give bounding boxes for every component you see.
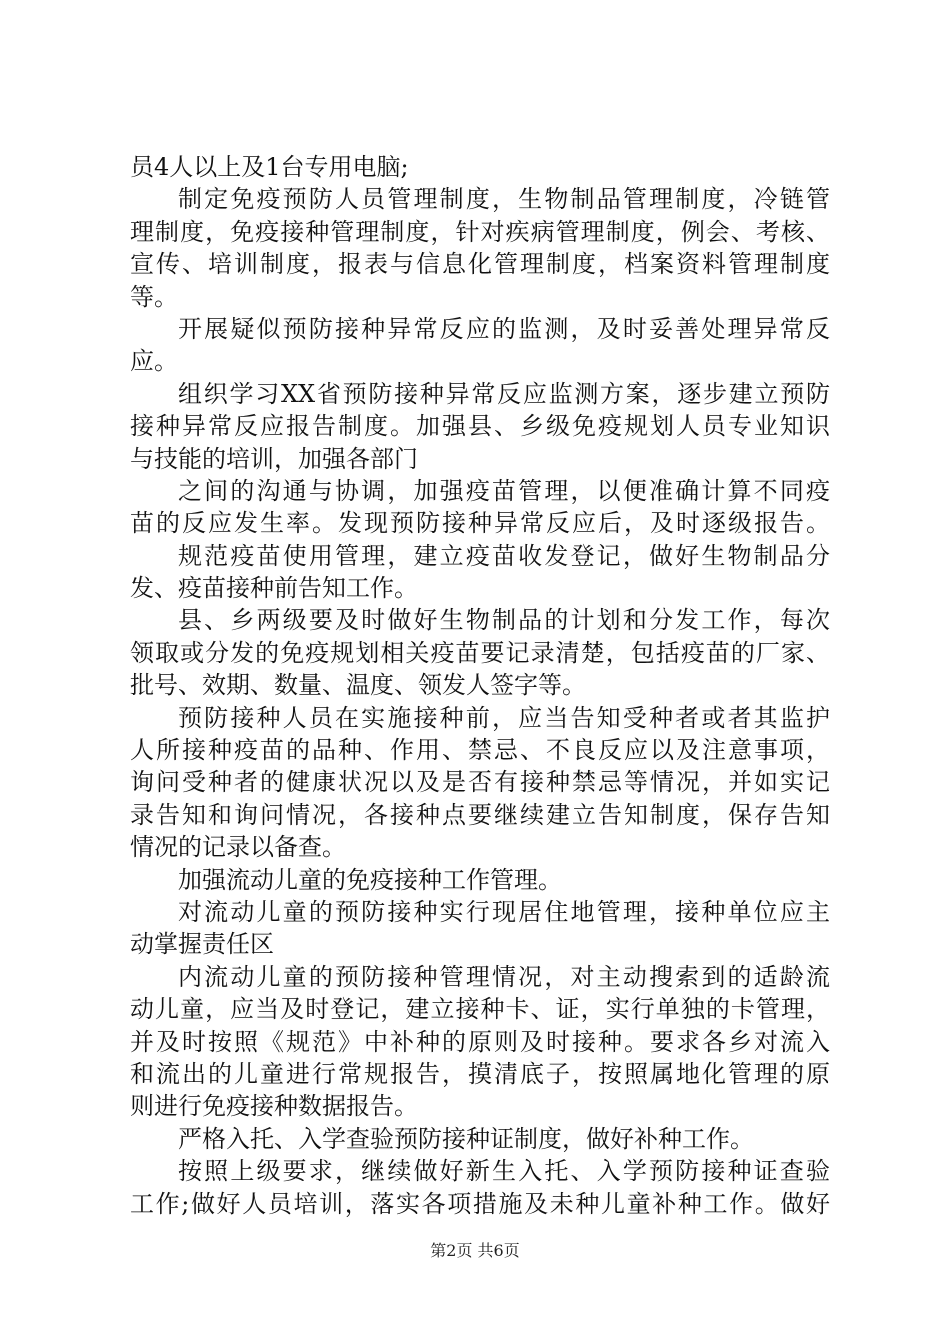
text-line: 严格入托、入学查验预防接种证制度，做好补种工作。 (178, 1124, 754, 1153)
text-line: 之间的沟通与协调，加强疫苗管理，以便准确计算不同疫 (178, 476, 830, 505)
text-line: 应。 (130, 347, 178, 376)
page-number: 第2页 共6页 (430, 1241, 520, 1260)
text-line: 领取或分发的免疫规划相关疫苗要记录清楚，包括疫苗的厂家、 (130, 638, 830, 667)
text-line: 员4人以上及1台专用电脑; (130, 153, 409, 181)
text-line: 人所接种疫苗的品种、作用、禁忌、不良反应以及注意事项， (130, 736, 830, 765)
text-line: 规范疫苗使用管理，建立疫苗收发登记，做好生物制品分 (178, 541, 830, 570)
text-line: 则进行免疫接种数据报告。 (130, 1092, 418, 1121)
text-line: 询问受种者的健康状况以及是否有接种禁忌等情况，并如实记 (130, 768, 830, 797)
text-line: 苗的反应发生率。发现预防接种异常反应后，及时逐级报告。 (130, 509, 830, 538)
text-line: 理制度，免疫接种管理制度，针对疾病管理制度，例会、考核、 (130, 217, 830, 246)
text-line: 组织学习XX省预防接种异常反应监测方案，逐步建立预防 (178, 379, 830, 408)
text-line: 宣传、培训制度，报表与信息化管理制度，档案资料管理制度 (130, 250, 830, 279)
text-line: 录告知和询问情况，各接种点要继续建立告知制度，保存告知 (130, 800, 830, 829)
text-line: 与技能的培训，加强各部门 (130, 444, 418, 473)
text-line: 加强流动儿童的免疫接种工作管理。 (178, 865, 562, 894)
text-line: 动掌握责任区 (130, 930, 274, 959)
text-line: 县、乡两级要及时做好生物制品的计划和分发工作，每次 (178, 606, 830, 635)
text-line: 批号、效期、数量、温度、领发人签字等。 (130, 671, 586, 700)
text-line: 发、疫苗接种前告知工作。 (130, 574, 418, 603)
text-line: 等。 (130, 282, 178, 311)
text-line: 动儿童，应当及时登记，建立接种卡、证，实行单独的卡管理， (130, 995, 830, 1024)
text-line: 接种异常反应报告制度。加强县、乡级免疫规划人员专业知识 (130, 412, 830, 441)
text-line: 开展疑似预防接种异常反应的监测，及时妥善处理异常反 (178, 314, 830, 343)
document-body (130, 151, 830, 1220)
text-line: 按照上级要求，继续做好新生入托、入学预防接种证查验 (178, 1157, 830, 1186)
text-line: 制定免疫预防人员管理制度，生物制品管理制度，冷链管 (178, 185, 830, 214)
text-line: 工作;做好人员培训，落实各项措施及未种儿童补种工作。做好 (130, 1189, 830, 1218)
text-line: 内流动儿童的预防接种管理情况，对主动搜索到的适龄流 (178, 962, 830, 991)
text-line: 对流动儿童的预防接种实行现居住地管理，接种单位应主 (178, 897, 830, 926)
text-line: 情况的记录以备查。 (130, 833, 346, 862)
text-line: 和流出的儿童进行常规报告，摸清底子，按照属地化管理的原 (130, 1059, 830, 1088)
text-line: 预防接种人员在实施接种前，应当告知受种者或者其监护 (178, 703, 830, 732)
text-line: 并及时按照《规范》中补种的原则及时接种。要求各乡对流入 (130, 1027, 830, 1056)
